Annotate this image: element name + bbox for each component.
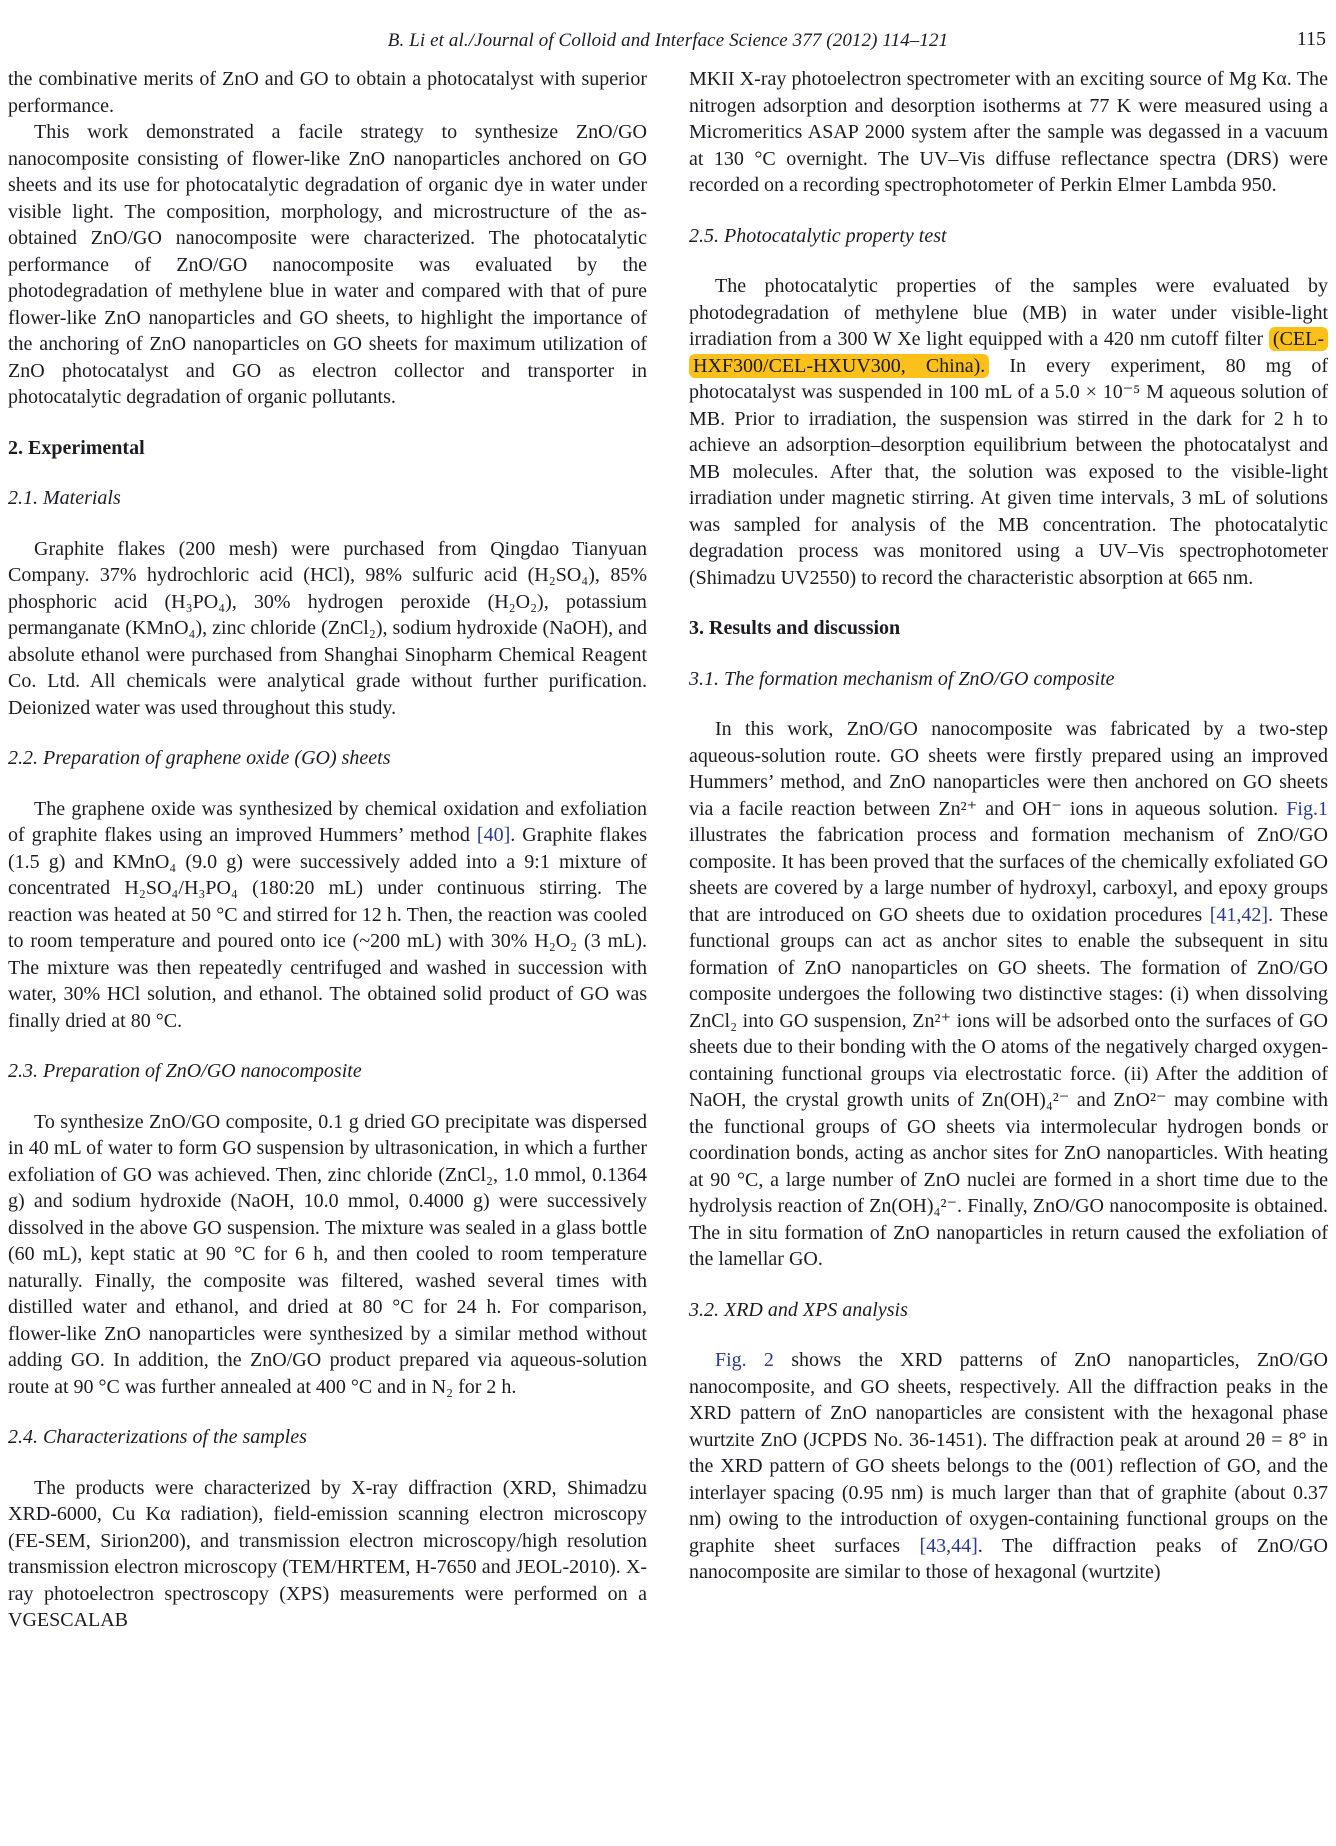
text-run: 2. Experimental: [8, 436, 145, 459]
text-run: illustrates the fabrication process and formation mechanism of ZnO/GO composite. It has been proved that the surfaces of the chemically exfoliated GO sheets are covered by a large number of hydroxyl, carboxyl, and epoxy groups that are introduced on GO sheets due to oxidation procedures: [689, 824, 1328, 926]
text-run: The graphene oxide was synthesized by chemical oxidation and exfoliation of graphite flakes using an improved Hummers’ method: [8, 797, 647, 846]
text-run: 3. Results and discussion: [689, 617, 901, 639]
text-run: the combinative merits of ZnO and GO to obtain a photocatalyst with superior performance.: [8, 68, 647, 117]
citation-link[interactable]: Fig. 2: [715, 1349, 774, 1371]
article-body: [0, 66, 1336, 1634]
right-column: [689, 66, 1328, 1634]
photocatalytic-test-paragraph: [689, 273, 1328, 591]
text-run: Graphite flakes (200 mesh) were purchased from Qingdao Tianyuan Company. 37% hydrochloric acid (HCl), 98% sulfuric acid (H₂SO₄), 85% phosphoric acid (H₃PO₄), 30% hydrogen peroxide (H₂O₂), potassium permanganate (KMnO₄), zinc chloride (ZnCl₂), sodium hydroxide (NaOH), and absolute ethanol were purchased from Shanghai Sinopharm Chemical Reagent Co. Ltd. All chemicals were analytical grade without further purification. Deionized water was used throughout this study.: [8, 537, 647, 719]
formation-mechanism-paragraph: [689, 716, 1328, 1273]
subheading-xrd-xps: [689, 1297, 1328, 1324]
page-header: [0, 0, 1336, 50]
text-run: In every experiment, 80 mg of photocatalyst was suspended in 100 mL of a 5.0 × 10⁻⁵ M aqueous solution of MB. Prior to irradiation, the suspension was stirred in the dark for 2 h to achieve an adsorption–desorption equilibrium between the photocatalyst and MB molecules. After that, the solution was exposed to the visible-light irradiation under magnetic stirring. At given time intervals, 3 mL of solutions was sampled for analysis of the MB concentration. The photocatalytic degradation process was monitored using a UV–Vis spectrophotometer (Shimadzu UV2550) to record the characteristic absorption at 665 nm.: [689, 354, 1328, 589]
left-column: [8, 66, 647, 1634]
text-run: 3.2. XRD and XPS analysis: [689, 1298, 908, 1321]
characterizations-paragraph: [8, 1475, 647, 1634]
text-run: . The diffraction peaks of ZnO/GO nanocomposite are similar to those of hexagonal (wurtzite): [689, 1534, 1328, 1583]
subheading-zno-go-preparation: [8, 1058, 647, 1085]
characterizations-continuation-paragraph: [689, 66, 1328, 199]
materials-paragraph: [8, 536, 647, 722]
heading-results-discussion: [689, 615, 1328, 642]
text-run: The products were characterized by X-ray diffraction (XRD, Shimadzu XRD-6000, Cu Kα radiation), field-emission scanning electron microscopy (FE-SEM, Sirion200), and transmission electron microscopy/high resolution transmission electron microscopy (TEM/HRTEM, H-7650 and JEOL-2010). X-ray photoelectron spectroscopy (XPS) measurements were performed on a VGESCALAB: [8, 1476, 647, 1631]
citation-link[interactable]: [43,44]: [919, 1534, 978, 1557]
subheading-go-preparation: [8, 745, 647, 772]
page-number: 115: [1296, 28, 1326, 50]
continuation-paragraph: [8, 66, 647, 119]
introduction-paragraph: [8, 119, 647, 411]
heading-experimental: [8, 435, 647, 462]
zno-go-preparation-paragraph: [8, 1109, 647, 1401]
citation-link[interactable]: [41,42]: [1209, 903, 1269, 926]
text-run: . Graphite flakes (1.5 g) and KMnO₄ (9.0 g) were successively added into a 9:1 mixture of concentrated H₂SO₄/H₃PO₄ (180:20 mL) under continuous stirring. The reaction was heated at 50 °C and stirred for 12 h. Then, the reaction was cooled to room temperature and poured onto ice (~200 mL) with 30% H₂O₂ (3 mL). The mixture was then repeatedly centrifuged and washed in succession with water, 30% HCl solution, and ethanol. The obtained solid product of GO was finally dried at 80 °C.: [8, 824, 647, 1032]
running-title: B. Li et al./Journal of Colloid and Interface Science 377 (2012) 114–121: [387, 30, 949, 51]
text-run: 2.4. Characterizations of the samples: [8, 1426, 307, 1448]
citation-link[interactable]: Fig.1: [1286, 797, 1328, 820]
citation-link[interactable]: [40]: [476, 824, 511, 846]
subheading-characterizations: [8, 1424, 647, 1451]
go-preparation-paragraph: [8, 796, 647, 1035]
subheading-photocatalytic-test: [689, 223, 1328, 250]
subheading-materials: [8, 485, 647, 512]
text-run: 2.1. Materials: [8, 487, 121, 509]
text-run: . These functional groups can act as anchor sites to enable the subsequent in situ formation of ZnO nanoparticles on GO sheets. The formation of ZnO/GO composite undergoes the following two distinctive stages: (i) when dissolving ZnCl₂ into GO suspension, Zn²⁺ ions will be adsorbed onto the surfaces of GO sheets due to their bonding with the O atoms of the negatively charged oxygen-containing functional groups via electrostatic force. (ii) After the addition of NaOH, the crystal growth units of Zn(OH)₄²⁻ and ZnO²⁻ may combine with the functional groups of GO sheets via intermolecular hydrogen bonds or coordination bonds, acting as anchor sites for ZnO nanoparticles. With heating at 90 °C, a large number of ZnO nuclei are formed in a short time due to the hydrolysis reaction of Zn(OH)₄²⁻. Finally, ZnO/GO nanocomposite is obtained. The in situ formation of ZnO nanoparticles in return caused the exfoliation of the lamellar GO.: [689, 903, 1328, 1270]
subheading-formation-mechanism: [689, 666, 1328, 693]
text-run: 2.3. Preparation of ZnO/GO nanocomposite: [8, 1060, 362, 1082]
highlighted-text: (CEL-HXF300/CEL-HXUV300, China).: [689, 327, 1328, 378]
text-run: The photocatalytic properties of the samples were evaluated by photodegradation of methylene blue (MB) in water under visible-light irradiation from a 300 W Xe light equipped with a 420 nm cutoff filter: [689, 275, 1328, 350]
text-run: MKII X-ray photoelectron spectrometer with an exciting source of Mg Kα. The nitrogen adsorption and desorption isotherms at 77 K were measured using a Micromeritics ASAP 2000 system after the sample was degassed in a vacuum at 130 °C overnight. The UV–Vis diffuse reflectance spectra (DRS) were recorded on a recording spectrophotometer of Perkin Elmer Lambda 950.: [689, 68, 1328, 196]
text-run: 2.5. Photocatalytic property test: [689, 224, 947, 247]
text-run: 3.1. The formation mechanism of ZnO/GO composite: [689, 667, 1115, 690]
text-run: 2.2. Preparation of graphene oxide (GO) sheets: [8, 747, 391, 769]
text-run: In this work, ZnO/GO nanocomposite was fabricated by a two-step aqueous-solution route. GO sheets were firstly prepared using an improved Hummers’ method, and ZnO nanoparticles were then anchored on GO sheets via a facile reaction between Zn²⁺ and OH⁻ ions in aqueous solution.: [689, 718, 1328, 820]
text-run: shows the XRD patterns of ZnO nanoparticles, ZnO/GO nanocomposite, and GO sheets, respectively. All the diffraction peaks in the XRD pattern of ZnO nanoparticles are consistent with the hexagonal phase wurtzite ZnO (JCPDS No. 36-1451). The diffraction peak at around 2θ = 8° in the XRD pattern of GO sheets belongs to the (001) reflection of GO, and the interlayer spacing (0.95 nm) is much larger than that of graphite (about 0.37 nm) owing to the introduction of oxygen-containing functional groups on the graphite sheet surfaces: [689, 1349, 1328, 1557]
xrd-xps-paragraph: [689, 1347, 1328, 1586]
text-run: This work demonstrated a facile strategy to synthesize ZnO/GO nanocomposite consisting of flower-like ZnO nanoparticles anchored on GO sheets and its use for photocatalytic degradation of organic dye in water under visible light. The composition, morphology, and microstructure of the as-obtained ZnO/GO nanocomposite were characterized. The photocatalytic performance of ZnO/GO nanocomposite was evaluated by the photodegradation of methylene blue in water and compared with that of pure flower-like ZnO nanoparticles and GO sheets, to highlight the importance of the anchoring of ZnO nanoparticles on GO sheets for maximum utilization of ZnO photocatalyst and GO as electron collector and transporter in photocatalytic degradation of organic pollutants.: [8, 121, 647, 408]
text-run: To synthesize ZnO/GO composite, 0.1 g dried GO precipitate was dispersed in 40 mL of water to form GO suspension by ultrasonication, in which a further exfoliation of GO was achieved. Then, zinc chloride (ZnCl₂, 1.0 mmol, 0.1364 g) and sodium hydroxide (NaOH, 10.0 mmol, 0.4000 g) were successively dissolved in the above GO suspension. The mixture was sealed in a glass bottle (60 mL), kept static at 90 °C for 6 h, and then cooled to room temperature naturally. Finally, the composite was filtered, washed several times with distilled water and ethanol, and dried at 80 °C for 24 h. For comparison, flower-like ZnO nanoparticles were synthesized by a similar method without adding GO. In addition, the ZnO/GO product prepared via aqueous-solution route at 90 °C was further annealed at 400 °C and in N₂ for 2 h.: [8, 1110, 647, 1398]
